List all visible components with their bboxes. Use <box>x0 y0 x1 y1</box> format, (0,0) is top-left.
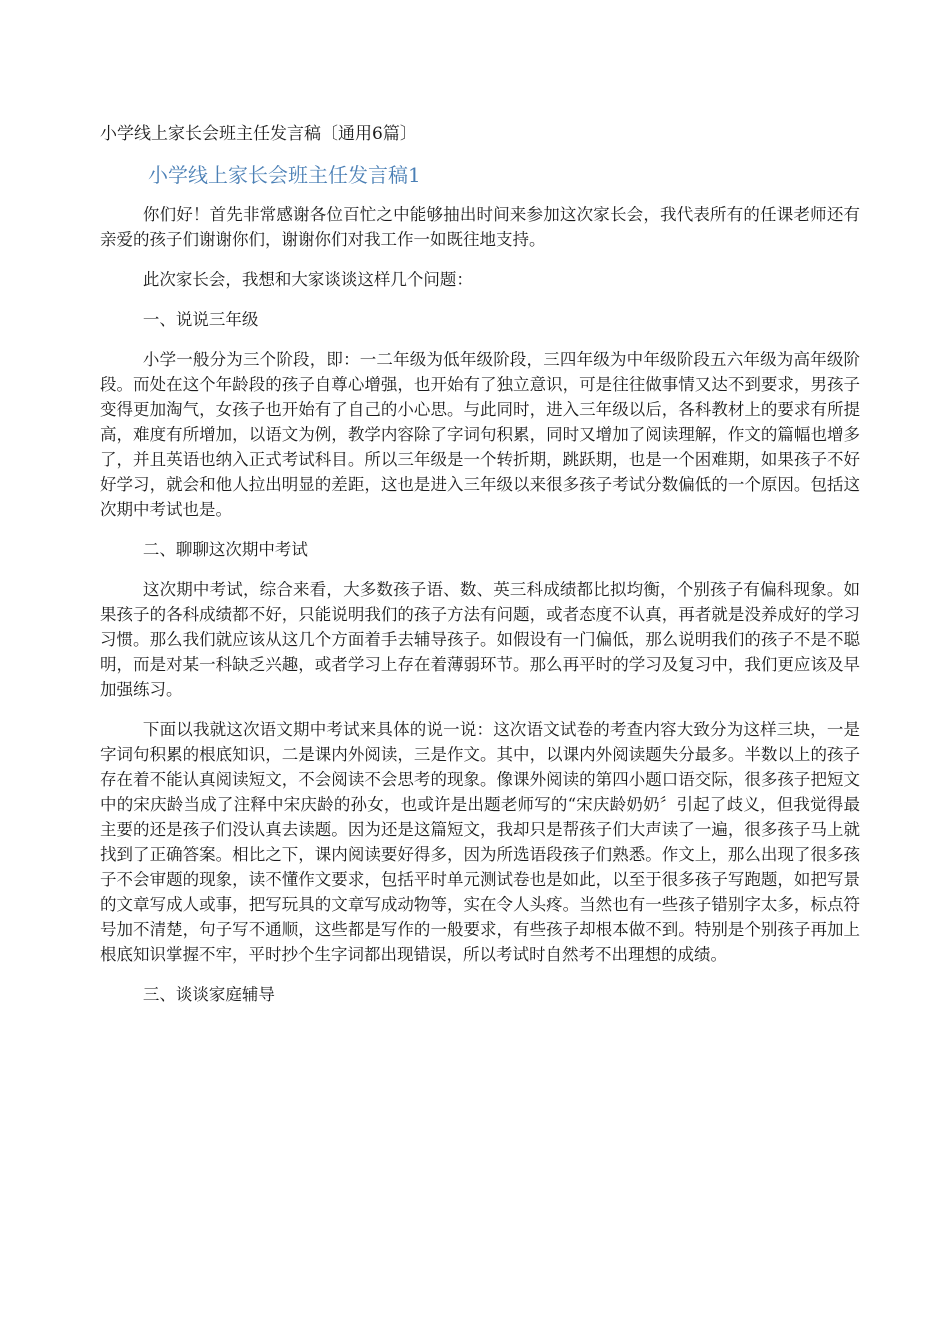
paragraph-intro: 此次家长会，我想和大家谈谈这样几个问题： <box>142 270 473 289</box>
paragraph-chinese-exam: 下面以我就这次语文期中考试来具体的说一说：这次语文试卷的考查内容大致分为这样三块，一是字词句积累的根底知识，二是课内外阅读，三是作文。其中，以课内外阅读题失分最多。半数以上的孩子存在着不能认真阅读短文，不会阅读不会思考的现象。像课外阅读的第四小题口语交际，很多孩子把短文中的宋庆龄当成了注释中宋庆龄的孙女，也或许是出题老师写的“宋庆龄奶奶〞引起了歧义，但我觉得最主要的还是孩子们没认真去读题。因为还是这篇短文，我却只是帮孩子们大声读了一遍，很多孩子马上就找到了正确答案。相比之下，课内阅读要好得多，因为所选语段孩子们熟悉。作文上，那么出现了很多孩子不会审题的现象，读不懂作文要求，包括平时单元测试卷也是如此，以至于很多孩子写跑题，如把写景的文章写成人或事，把写玩具的文章写成动物等，实在令人头疼。当然也有一些孩子错别字太多，标点符号加不清楚，句子写不通顺，这些都是写作的一般要求，有些孩子却根本做不到。特别是个别孩子再加上根底知识掌握不牢，平时抄个生字词都出现错误，所以考试时自然考不出理想的成绩。 <box>100 720 860 964</box>
heading-section-one: 一、说说三年级 <box>142 310 259 329</box>
document-title: 小学线上家长会班主任发言稿〔通用6篇〕 <box>100 124 417 144</box>
paragraph-greeting: 你们好！首先非常感谢各位百忙之中能够抽出时间来参加这次家长会，我代表所有的任课老师还有亲爱的孩子们谢谢你们，谢谢你们对我工作一如既往地支持。 <box>100 205 860 249</box>
paragraph-midterm: 这次期中考试，综合来看，大多数孩子语、数、英三科成绩都比拟均衡，个别孩子有偏科现象。如果孩子的各科成绩都不好，只能说明我们的孩子方法有问题，或者态度不认真，再者就是没养成好的学习习惯。那么我们就应该从这几个方面着手去辅导孩子。如假设有一门偏低，那么说明我们的孩子不是不聪明，而是对某一科缺乏兴趣，或者学习上存在着薄弱环节。那么再平时的学习及复习中，我们更应该及早加强练习。 <box>100 580 860 699</box>
heading-section-three: 三、谈谈家庭辅导 <box>142 985 275 1004</box>
heading-section-two: 二、聊聊这次期中考试 <box>142 540 308 559</box>
document-page <box>100 120 860 1022</box>
section-title: 小学线上家长会班主任发言稿1 <box>148 163 421 187</box>
paragraph-grade-three: 小学一般分为三个阶段，即：一二年级为低年级阶段，三四年级为中年级阶段五六年级为高年级阶段。而处在这个年龄段的孩子自尊心增强，也开始有了独立意识，可是往往做事情又达不到要求，男孩子变得更加淘气，女孩子也开始有了自己的小心思。与此同时，进入三年级以后，各科教材上的要求有所提高，难度有所增加，以语文为例，教学内容除了字词句积累，同时又增加了阅读理解，作文的篇幅也增多了，并且英语也纳入正式考试科目。所以三年级是一个转折期，跳跃期，也是一个困难期，如果孩子不好好学习，就会和他人拉出明显的差距，这也是进入三年级以来很多孩子考试分数偏低的一个原因。包括这次期中考试也是。 <box>100 350 860 519</box>
